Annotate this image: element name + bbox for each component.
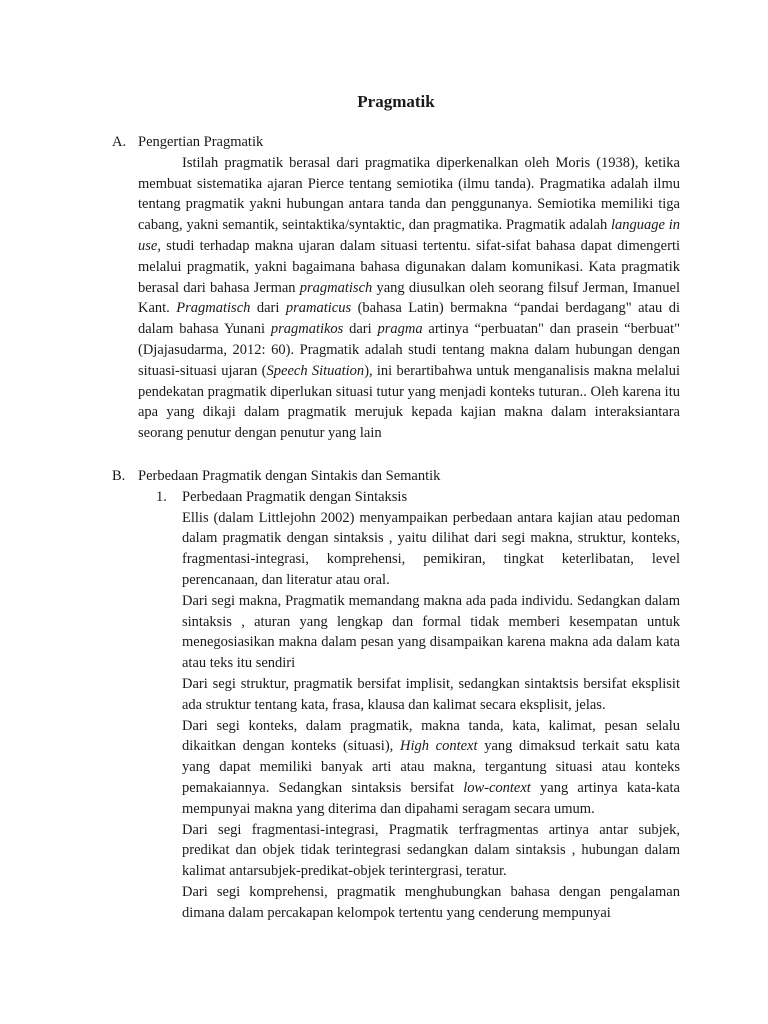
- italic-term: low-context: [463, 779, 531, 796]
- text-run: artinya “perbuatan" dan prasein “berbuat" (Djajasudarma, 2012: 60). Pragmatik adalah studi tentang makna dalam hubungan dengan situasi-situasi ujaran (: [138, 321, 681, 379]
- italic-term: pragmatisch: [299, 279, 373, 296]
- italic-term: pragma: [377, 321, 423, 338]
- text-run: dari: [343, 321, 378, 338]
- subsection-1-number: 1.: [156, 488, 167, 505]
- text-run: , studi terhadap makna ujaran dalam situasi tertentu. sifat-sifat bahasa dapat dimengerti melalui pragmatik, yakni bagaimana bahasa digunakan dalam komunikasi. Kata pragmatik berasal dari bahasa Jerman: [138, 237, 680, 296]
- subsection-paragraph-5: Dari segi fragmentasi-integrasi, Pragmatik terfragmentas artinya antar subjek, predikat dan objek tidak terintegrasi sedangkan dalam sintaksis , hubungan dalam kalimat antarsubjek-predikat-objek terintergrasi, teratur.: [182, 821, 680, 880]
- text-run: (bahasa Latin) bermakna “pandai berdagang" atau di dalam bahasa Yunani: [138, 300, 681, 338]
- subsection-paragraph-1: Ellis (dalam Littlejohn 2002) menyampaikan perbedaan antara kajian atau pedoman dalam pragmatik dengan sintaksis , yaitu dilihat dari segi makna, struktur, konteks, fragmentasi-integrasi, komprehensi, pemikiran, tingkat keterlibatan, level perencanaan, dan literatur atau oral.: [182, 509, 680, 588]
- text-run: ), ini berartibahwa untuk menganalisis makna melalui pendekatan pragmatik diperlukan situasi tutur yang menjadi konteks tuturan.. Oleh karena itu apa yang dikaji dalam pragmatik merujuk kepada kajian makna dalam interaksiantara seorang penutur dengan penutur yang lain: [138, 362, 680, 442]
- section-b-heading: [112, 466, 680, 487]
- text-run: yang artinya kata-kata mempunyai makna yang diterima dan dipahami seragam secara umum.: [182, 779, 680, 817]
- section-a-letter: A.: [112, 134, 127, 150]
- italic-term: High context: [399, 738, 478, 755]
- text-run: yang diusulkan oleh seorang filsuf Jerman, Imanuel Kant.: [138, 279, 680, 317]
- subsection-paragraph-2: Dari segi makna, Pragmatik memandang makna ada pada individu. Sedangkan dalam sintaksis , aturan yang lengkap dan formal tidak memberi kesempatan untuk menegosiasikan makna dalam pesan yang disampaikan karena makna ada dalam kata atau teks itu sendiri: [182, 592, 680, 672]
- subsection-paragraph-4: [182, 716, 680, 820]
- italic-term: language in use: [138, 217, 680, 254]
- text-run: yang dimaksud terkait satu kata yang dapat memiliki banyak arti atau makna, tergantung situasi atau konteks pemakaiannya. Sedangkan sintaksis bersifat: [182, 738, 680, 796]
- section-a-paragraph: [138, 153, 680, 444]
- text-run: Istilah pragmatik berasal dari pragmatika diperkenalkan oleh Moris (1938), ketika membuat sistematika ajaran Pierce tentang semiotika (ilmu tanda). Pragmatika adalah ilmu tentang pragmatik yakni hubungan antara tanda dan penggunanya. Semiotika memiliki tiga cabang, yakni semantik, seintaktika/syntaktic, dan pragmatika. Pragmatik adalah: [138, 154, 680, 234]
- section-b-letter: B.: [112, 467, 126, 484]
- section-a-heading: [112, 132, 680, 153]
- subsection-1-heading: [156, 487, 680, 508]
- section-a-title: Pengertian Pragmatik: [138, 134, 264, 150]
- section-a: [112, 132, 680, 444]
- subsection-paragraph-6: Dari segi komprehensi, pragmatik menghubungkan bahasa dengan pengalaman dimana dalam percakapan kelompok tertentu yang cenderung mempunyai: [182, 883, 680, 921]
- italic-term: pramaticus: [285, 300, 352, 317]
- italic-term: Speech Situation: [266, 362, 365, 379]
- section-spacer: [112, 444, 680, 466]
- italic-term: pragmatikos: [270, 321, 344, 338]
- subsection-1-title: Perbedaan Pragmatik dengan Sintaksis: [182, 488, 408, 505]
- page-title: Pragmatik: [357, 92, 435, 111]
- text-run: dari: [250, 300, 286, 317]
- section-b: [112, 466, 680, 923]
- text-run: Dari segi konteks, dalam pragmatik, makna tanda, kata, kalimat, pesan selalu dikaitkan dengan konteks (situasi),: [182, 717, 680, 755]
- subsection-paragraph-3: Dari segi struktur, pragmatik bersifat implisit, sedangkan sintaktsis bersifat eksplisit ada struktur tentang kata, frasa, klausa dan kalimat secara eksplisit, jelas.: [182, 675, 680, 713]
- section-b-title: Perbedaan Pragmatik dengan Sintakis dan Semantik: [138, 467, 441, 484]
- italic-term: Pragmatisch: [176, 300, 251, 317]
